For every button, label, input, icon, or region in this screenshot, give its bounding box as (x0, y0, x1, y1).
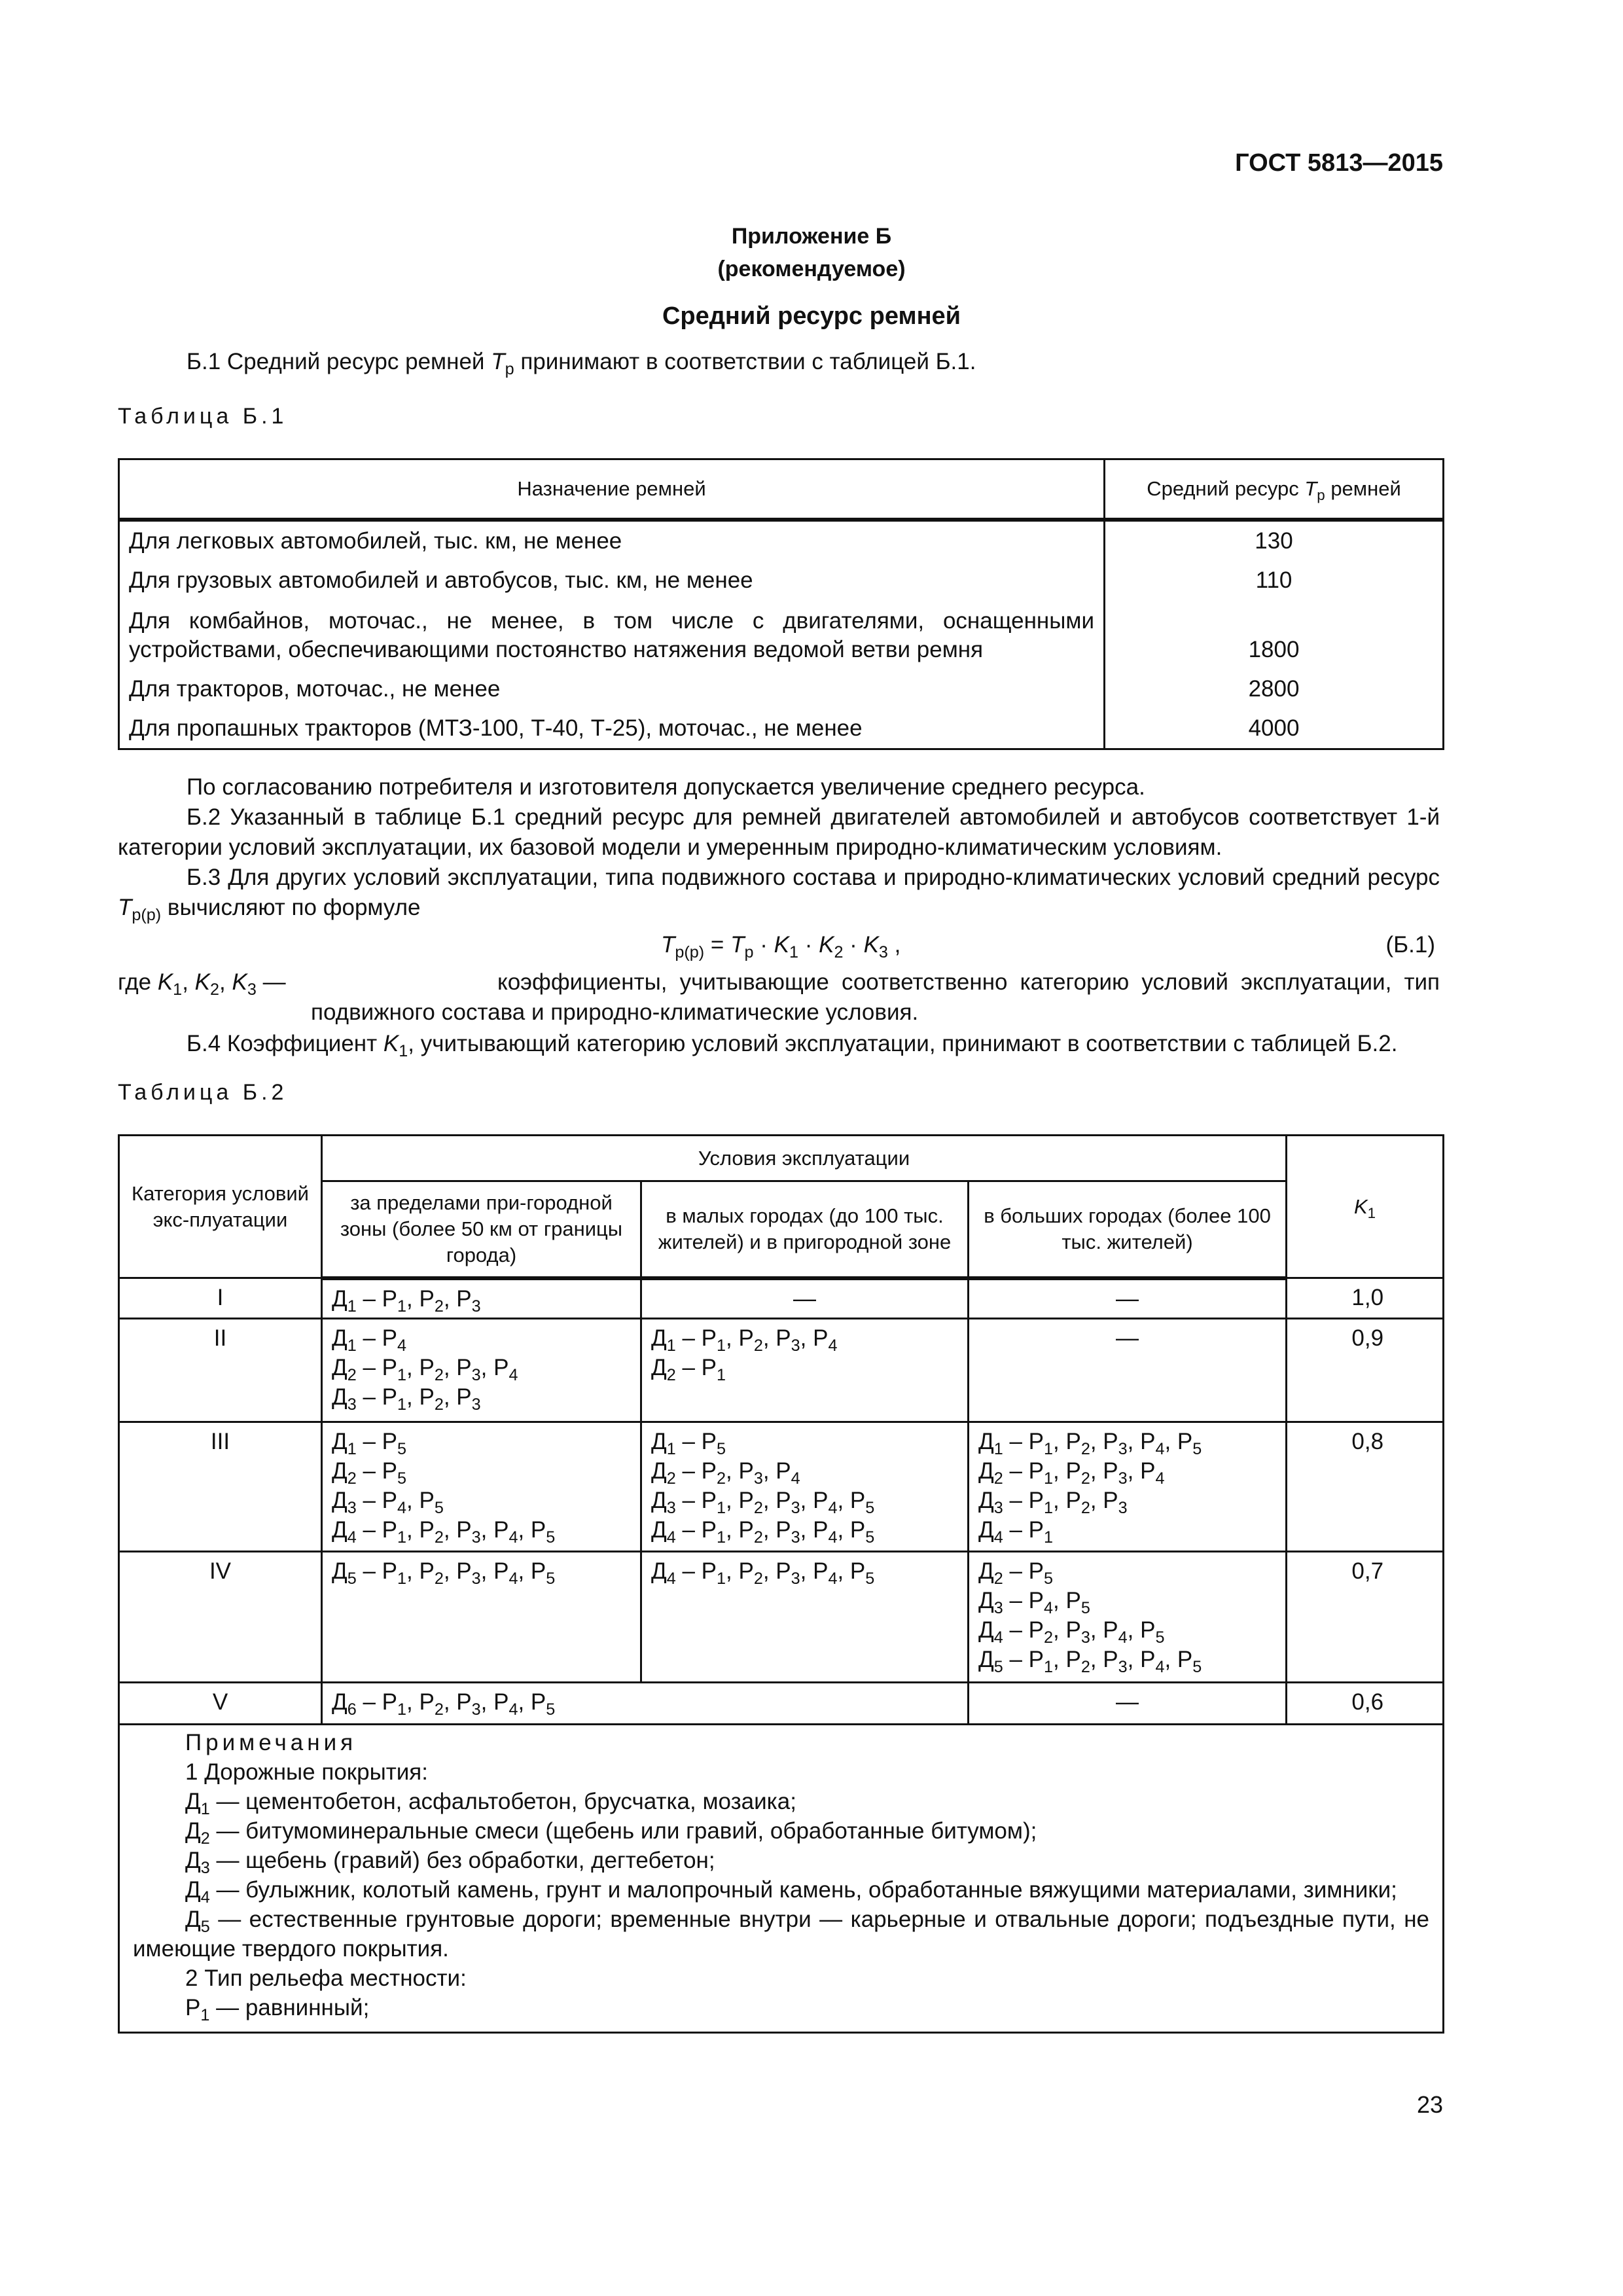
conditions-outside-small-cell: $Д_6 - Р_1$, $Р_2$, $Р_3$, $Р_4$, $Р_5$ (322, 1682, 969, 1724)
page-number: 23 (1416, 2091, 1443, 2118)
annex-title: Приложение Б (731, 224, 892, 249)
table-b2-header-large: в больших городах (более 100 тыс. жителей) (969, 1181, 1287, 1278)
where-lead: где $K_1$, $K_2$, $K_3$ — (118, 969, 286, 999)
category-cell: V (119, 1682, 322, 1724)
annex-heading: Средний ресурс ремней (662, 302, 961, 330)
paragraph-b3: Б.3 Для других условий эксплуатации, типа подвижного состава и природно-климатических условий средний ресурс $T_{р(р)}$ вычисляют по формуле (118, 865, 1440, 925)
note-line: $Д_5$ — естественные грунтовые дороги; временные внутри — карьерные и отвальные дороги; подъездные пути, не имеющие твердого покрытия. (133, 1906, 1430, 1962)
conditions-outside-cell: $Д_1 - Р_1$, $Р_2$, $Р_3$ (322, 1278, 641, 1319)
table-b1-purpose: Для грузовых автомобилей и автобусов, тыс. км, не менее (119, 558, 1105, 598)
k1-cell: 0,8 (1287, 1422, 1444, 1551)
conditions-small-cell: $Д_4 - Р_1$, $Р_2$, $Р_3$, $Р_4$, $Р_5$ (641, 1551, 969, 1682)
table-b1-header-resource: Средний ресурс $T_р$ ремней (1105, 459, 1444, 520)
k1-cell: 0,7 (1287, 1551, 1444, 1682)
table-row (119, 520, 1444, 558)
table-b1-value: 2800 (1105, 667, 1444, 706)
conditions-large-cell: — (969, 1318, 1287, 1422)
conditions-outside-cell: $Д_1 - Р_4$ $Д_2 - Р_1$, $Р_2$, $Р_3$, $Р_4$ $Д_3 - Р_1$, $Р_2$, $Р_3$ (322, 1318, 641, 1422)
table-b1-value: 130 (1105, 520, 1444, 558)
table-row (119, 598, 1444, 667)
category-cell: I (119, 1278, 322, 1319)
table-b1 (118, 458, 1444, 750)
table-b1-purpose: Для тракторов, моточас., не менее (119, 667, 1105, 706)
where-text: коэффициенты, учитывающие соответственно категорию условий эксплуатации, тип подвижного состава и природно-климатические условия. (311, 969, 1440, 1025)
table-b1-value: 110 (1105, 558, 1444, 598)
table-b1-value: 1800 (1105, 598, 1444, 667)
table-row (119, 1422, 1444, 1551)
annex-status: (рекомендуемое) (717, 257, 906, 281)
note-line: 2 Тип рельефа местности: (185, 1965, 467, 1991)
conditions-outside-cell: $Д_1 - Р_5$ $Д_2 - Р_5$ $Д_3 - Р_4$, $Р_5$ $Д_4 - Р_1$, $Р_2$, $Р_3$, $Р_4$, $Р_5$ (322, 1422, 641, 1551)
table-b2-notes-row (119, 1724, 1444, 2032)
table-b2-notes (119, 1724, 1444, 2032)
table-row (119, 1278, 1444, 1319)
table-b1-label: Таблица Б.1 (118, 404, 288, 429)
table-b1-header-purpose: Назначение ремней (119, 459, 1105, 520)
note-line: $Д_1$ — цементобетон, асфальтобетон, брусчатка, мозаика; (185, 1788, 796, 1818)
paragraph-b1: Б.1 Средний ресурс ремней $T_р$ принимают в соответствии с таблицей Б.1. (187, 349, 976, 379)
table-row (119, 1318, 1444, 1422)
conditions-large-cell: $Д_1 - Р_1$, $Р_2$, $Р_3$, $Р_4$, $Р_5$ $Д_2 - Р_1$, $Р_2$, $Р_3$, $Р_4$ $Д_3 - Р_1$, $Р_2$, $Р_3$ $Д_4 - Р_1$ (969, 1422, 1287, 1551)
conditions-large-cell: — (969, 1682, 1287, 1724)
conditions-large-cell: — (969, 1278, 1287, 1319)
table-b2-header-small: в малых городах (до 100 тыс. жителей) и в пригородной зоне (641, 1181, 969, 1278)
notes-title: Примечания (185, 1729, 357, 1755)
note-line: $Р_1$ — равнинный; (185, 1994, 370, 2024)
conditions-small-cell: $Д_1 - Р_5$ $Д_2 - Р_2$, $Р_3$, $Р_4$ $Д_3 - Р_1$, $Р_2$, $Р_3$, $Р_4$, $Р_5$ $Д_4 - Р_1$, $Р_2$, $Р_3$, $Р_4$, $Р_5$ (641, 1422, 969, 1551)
table-b2-header-category: Категория условий экс-плуатации (119, 1136, 322, 1278)
note-line: $Д_2$ — битумоминеральные смеси (щебень или гравий, обработанные битумом); (185, 1818, 1037, 1848)
table-b1-purpose: Для пропашных тракторов (МТЗ-100, Т-40, Т-25), моточас., не менее (119, 706, 1105, 749)
paragraph-b2: Б.2 Указанный в таблице Б.1 средний ресурс для ремней двигателей автомобилей и автобусов соответствует 1-й категории условий эксплуатации, их базовой модели и умеренным природно-климатическим условиям. (118, 804, 1440, 860)
formula-number: (Б.1) (1385, 932, 1435, 958)
table-b2-header-k1: $K_1$ (1287, 1136, 1444, 1278)
k1-cell: 0,9 (1287, 1318, 1444, 1422)
k1-cell: 0,6 (1287, 1682, 1444, 1724)
category-cell: IV (119, 1551, 322, 1682)
k1-cell: 1,0 (1287, 1278, 1444, 1319)
table-row (119, 558, 1444, 598)
table-b2-header-conditions: Условия эксплуатации (322, 1136, 1287, 1181)
table-b1-purpose: Для легковых автомобилей, тыс. км, не менее (119, 520, 1105, 558)
table-b2-header-outside: за пределами при-городной зоны (более 50 км от границы города) (322, 1181, 641, 1278)
table-row (119, 1551, 1444, 1682)
category-cell: II (119, 1318, 322, 1422)
paragraph-b4: Б.4 Коэффициент $K_1$, учитывающий категорию условий эксплуатации, принимают в соответствии с таблицей Б.2. (187, 1031, 1398, 1061)
note-line: $Д_3$ — щебень (гравий) без обработки, дегтебетон; (185, 1847, 715, 1877)
conditions-small-cell: — (641, 1278, 969, 1319)
table-b2 (118, 1134, 1444, 2034)
paragraph-agreement: По согласованию потребителя и изготовителя допускается увеличение среднего ресурса. (187, 774, 1145, 800)
conditions-outside-cell: $Д_5 - Р_1$, $Р_2$, $Р_3$, $Р_4$, $Р_5$ (322, 1551, 641, 1682)
table-b1-value: 4000 (1105, 706, 1444, 749)
table-row (119, 706, 1444, 749)
table-row (119, 1682, 1444, 1724)
formula-b1: $T_{р(р)} = T_р \cdot K_1 \cdot K_2 \cdot K_3$ , (661, 932, 901, 962)
table-row (119, 667, 1444, 706)
conditions-small-cell: $Д_1 - Р_1$, $Р_2$, $Р_3$, $Р_4$ $Д_2 - Р_1$ (641, 1318, 969, 1422)
table-b2-label: Таблица Б.2 (118, 1080, 288, 1105)
conditions-large-cell: $Д_2 - Р_5$ $Д_3 - Р_4$, $Р_5$ $Д_4 - Р_2$, $Р_3$, $Р_4$, $Р_5$ $Д_5 - Р_1$, $Р_2$, $Р_3$, $Р_4$, $Р_5$ (969, 1551, 1287, 1682)
note-line: 1 Дорожные покрытия: (185, 1759, 428, 1785)
note-line: $Д_4$ — булыжник, колотый камень, грунт и малопрочный камень, обработанные вяжущими материалами, зимники; (185, 1876, 1397, 1907)
standard-code: ГОСТ 5813—2015 (1235, 149, 1443, 177)
table-b1-purpose: Для комбайнов, моточас., не менее, в том числе с двигателями, оснащенными устройствами, обеспечивающими постоянство натяжения ведомой ветви ремня (119, 598, 1105, 667)
category-cell: III (119, 1422, 322, 1551)
